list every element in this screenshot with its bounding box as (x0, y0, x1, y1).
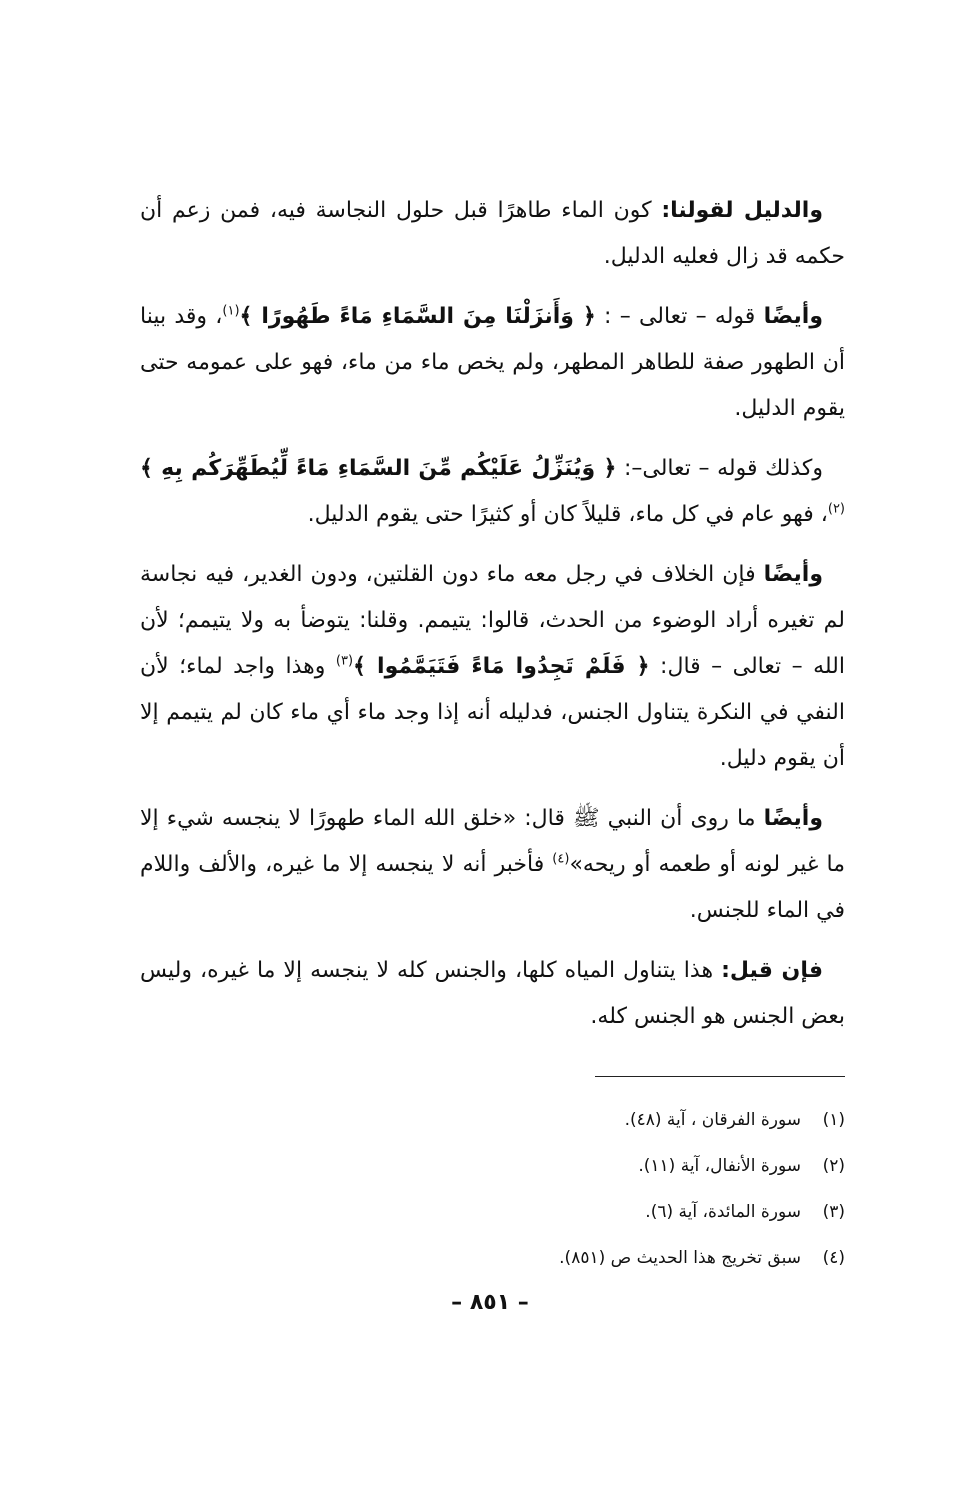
footnote-item (300, 1152, 845, 1180)
paragraph-lead: فإن قيل: (721, 958, 823, 983)
footnote-reference: (٣) (335, 653, 354, 669)
footnote-reference: (٢) (827, 501, 845, 517)
footnote-number: (٢) (822, 1156, 845, 1176)
paragraph-2 (140, 294, 845, 432)
footnote-number: (١) (822, 1110, 845, 1130)
footnote-item (300, 1106, 845, 1134)
quran-verse: ﴿ فَلَمْ تَجِدُوا مَاءً فَتَيَمَّمُوا ﴾ (353, 654, 650, 679)
footnote-text: سورة المائدة، آية (٦). (645, 1202, 801, 1222)
footnote-text: سورة الأنفال، آية (١١). (638, 1156, 801, 1176)
quran-verse: ﴿ وَأَنزَلْنَا مِنَ السَّمَاءِ مَاءً طَهُورًا ﴾ (239, 304, 596, 329)
main-text (140, 188, 845, 1054)
paragraph-4 (140, 552, 845, 782)
paragraph-6 (140, 948, 845, 1040)
footnote-number: (٤) (822, 1248, 845, 1268)
footnote-reference: (١) (222, 303, 240, 319)
footnote-item (300, 1198, 845, 1226)
footnote-separator (595, 1076, 845, 1077)
footnote-text: سبق تخريج هذا الحديث ص (٨٥١). (559, 1248, 801, 1268)
paragraph-text: ، فهو عام في كل ماء، قليلاً كان أو كثيرًا حتى يقوم الدليل. (307, 502, 828, 527)
paragraph-text: هذا يتناول المياه كلها، والجنس كله لا ينجسه إلا ما غيره، وليس بعض الجنس هو الجنس كله. (140, 958, 845, 1029)
paragraph-lead: وأيضًا (763, 304, 823, 329)
paragraph-lead: وأيضًا (763, 562, 823, 587)
paragraph-text: وكذلك قوله – تعالى–: (616, 456, 823, 481)
footnotes (300, 1106, 845, 1290)
footnote-number: (٣) (822, 1202, 845, 1222)
paragraph-text: كون الماء طاهرًا قبل حلول النجاسة فيه، فمن زعم أن حكمه قد زال فعليه الدليل. (140, 198, 845, 269)
quran-verse: ﴿ وَيُنَزِّلُ عَلَيْكُم مِّنَ السَّمَاءِ مَاءً لِّيُطَهِّرَكُم بِهِ ﴾ (140, 456, 617, 481)
paragraph-text: فأخبر أنه لا ينجسه إلا ما غيره، والألف واللام في الماء للجنس. (140, 852, 845, 923)
paragraph-text: وهذا واجد لماء؛ لأن النفي في النكرة يتناول الجنس، فدليله أنه إذا وجد ماء أي ماء كان لم يتيمم إلا أن يقوم دليل. (140, 654, 845, 771)
paragraph-text: ما روى أن النبي ﷺ قال: «خلق الله الماء طهورًا لا ينجسه شيء إلا ما غير لونه أو طعمه أو ريحه» (140, 806, 845, 877)
paragraph-lead: والدليل لقولنا: (661, 198, 823, 223)
paragraph-text: قوله – تعالى – : (595, 304, 764, 329)
paragraph-text: ، وقد بينا أن الطهور صفة للطاهر المطهر، ولم يخص ماء من ماء، فهو على عمومه حتى يقوم الدليل. (140, 304, 845, 421)
paragraph-1 (140, 188, 845, 280)
footnote-item (300, 1244, 845, 1272)
paragraph-5 (140, 796, 845, 934)
page-number: – ٨٥١ – (451, 1290, 529, 1315)
paragraph-lead: وأيضًا (763, 806, 823, 831)
paragraph-3 (140, 446, 845, 538)
footnote-reference: (٤) (552, 851, 570, 867)
footnote-text: سورة الفرقان ، آية (٤٨). (624, 1110, 801, 1130)
paragraph-text: فإن الخلاف في رجل معه ماء دون القلتين، ودون الغدير، فيه نجاسة لم تغيره أراد الوضوء من الحدث، قالوا: يتيمم. وقلنا: يتوضأ به ولا يتيمم؛ لأن الله – تعالى – قال: (140, 562, 845, 679)
